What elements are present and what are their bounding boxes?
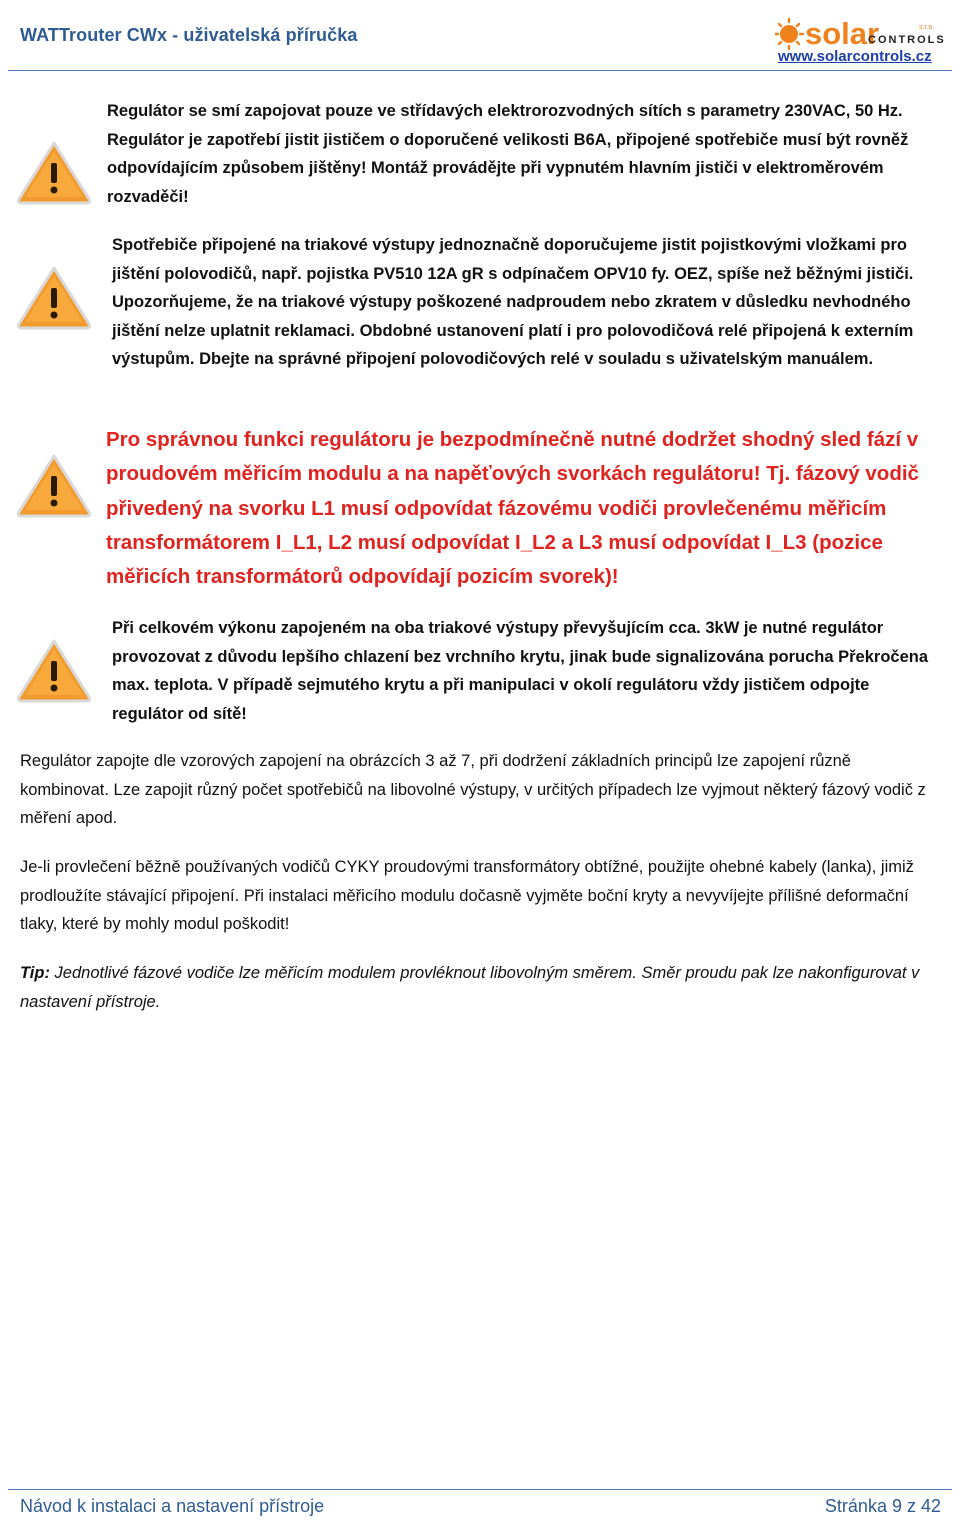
page-number: Stránka 9 z 42 xyxy=(824,1496,941,1516)
logo-subtitle: CONTROLS xyxy=(868,34,946,46)
tip-text: Jednotlivé fázové vodiče lze měřicím modulem provléknout libovolným směrem. Směr proudu pak lze nakonfigurovat v nastavení přístroje. xyxy=(20,964,920,1011)
header-rule xyxy=(8,70,952,71)
footer-rule xyxy=(8,1489,952,1490)
paragraph-cables: Je-li provlečení běžně používaných vodičů CYKY proudovými transformátory obtížné, použijte ohebné kabely (lanka), jimiž prodloužíte stávající připojení. Při instalaci měřicího modulu dočasně vyjměte boční kryty a nevyvíjejte přílišné deformační tlaky, které by mohly modul poškodit! xyxy=(20,858,914,933)
tip-label: Tip: xyxy=(20,964,50,982)
warning-triangle-icon xyxy=(14,450,94,520)
warning-text-mains: Regulátor se smí zapojovat pouze ve střídavých elektrorozvodných sítích s parametry 230VAC, 50 Hz. Regulátor je zapotřebí jistit jističem o doporučené velikosti B6A, připojené spotřebiče musí být rovněž odpovídajícím způsobem jištěny! Montáž provádějte při vypnutém hlavním jističi v elektroměrovém rozvaděči! xyxy=(107,102,909,206)
warning-text-phase-order: Pro správnou funkci regulátoru je bezpodmínečně nutné dodržet shodný sled fází v proudovém měřicím modulu a na napěťových svorkách regulátoru! Tj. fázový vodič přivedený na svorku L1 musí odpovídat fázovému vodiči provlečenému měřicím transformátorem I_L1, L2 musí odpovídat I_L2 a L3 musí odpovídat I_L3 (pozice měřicích transformátorů odpovídají pozicím svorek)! xyxy=(106,428,919,589)
logo-suffix: s.r.o. xyxy=(919,24,935,31)
warning-triangle-icon xyxy=(14,137,94,207)
paragraph-wiring: Regulátor zapojte dle vzorových zapojení na obrázcích 3 až 7, při dodržení základních principů lze zapojení různě kombinovat. Lze zapojit různý počet spotřebičů na libovolné výstupy, v určitých případech lze vyjmout některý fázový vodič z měření apod. xyxy=(20,752,926,827)
warning-text-fuses: Spotřebiče připojené na triakové výstupy jednoznačně doporučujeme jistit pojistkovými vložkami pro jištění polovodičů, např. pojistka PV510 12A gR s odpínačem OPV10 fy. OEZ, spíše než běžnými jističi. Upozorňujeme, že na triakové výstupy poškozené nadproudem nebo zkratem v důsledku nevhodného jištění nelze uplatnit reklamaci. Obdobné ustanovení platí i pro polovodičová relé připojená k externím výstupům. Dbejte na správné připojení polovodičových relé v souladu s uživatelským manuálem. xyxy=(112,236,914,368)
warning-text-cooling: Při celkovém výkonu zapojeném na oba triakové výstupy převyšujícím cca. 3kW je nutné regulátor provozovat z důvodu lepšího chlazení bez vrchního krytu, jinak bude signalizována porucha Překročena max. teplota. V případě sejmutého krytu a při manipulaci v okolí regulátoru vždy jističem odpojte regulátor od sítě! xyxy=(112,619,929,723)
sun-icon xyxy=(775,19,803,49)
website-link[interactable]: www.solarcontrols.cz xyxy=(778,48,932,65)
footer-title: Návod k instalaci a nastavení přístroje xyxy=(20,1496,325,1516)
logo-wordmark: solar xyxy=(805,16,880,51)
tip-paragraph xyxy=(20,959,940,1016)
warning-triangle-icon xyxy=(14,635,94,705)
page-header-title: WATTrouter CWx - uživatelská příručka xyxy=(20,25,358,45)
warning-triangle-icon xyxy=(14,262,94,332)
